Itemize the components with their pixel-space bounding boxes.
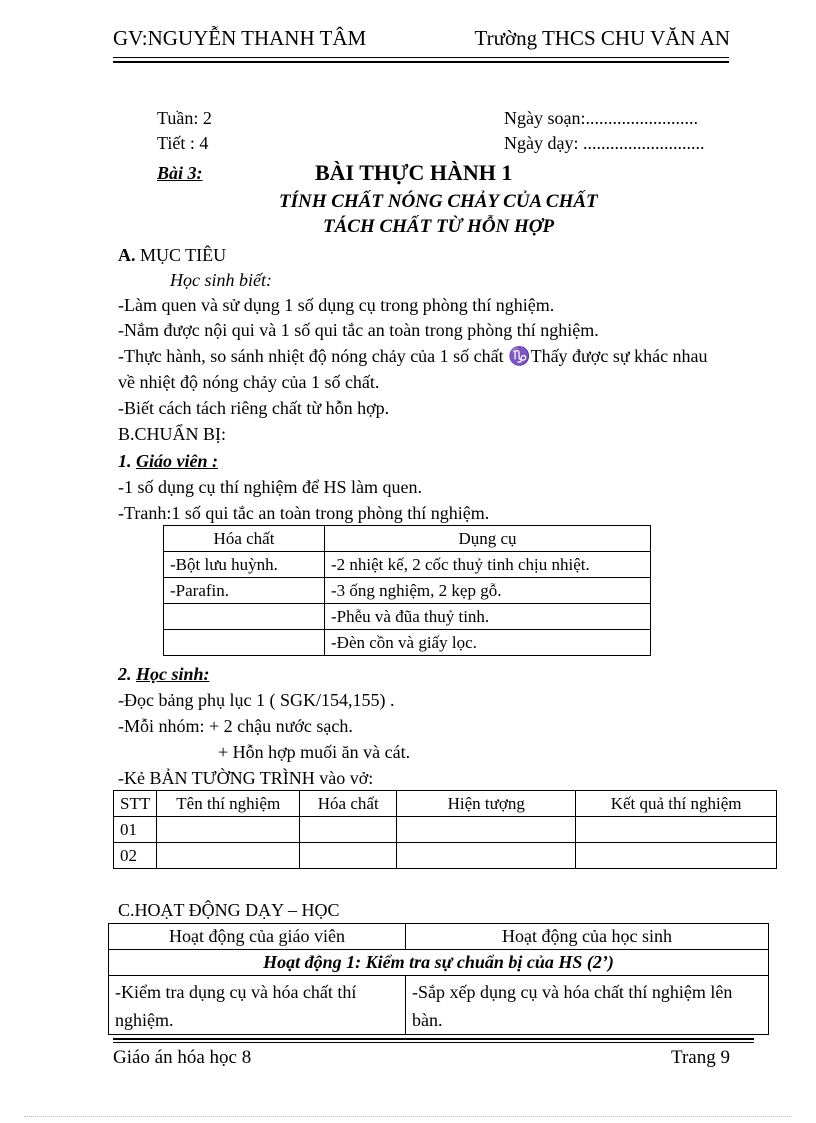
teacher-activity-line-1: -Kiểm tra dụng cụ và hóa chất thí [115, 982, 357, 1002]
footer-divider-thick [113, 1038, 754, 1040]
header-divider-thick [113, 61, 729, 63]
teacher-num: 1. [118, 451, 132, 471]
table-cell: 02 [114, 843, 157, 869]
student-item-4: -Kẻ BẢN TƯỜNG TRÌNH vào vở: [118, 768, 374, 788]
page-number: Trang 9 [671, 1047, 730, 1068]
report-header-stt: STT [114, 791, 157, 817]
table-cell [576, 817, 777, 843]
teacher-subheading [118, 451, 218, 472]
table-row [164, 578, 651, 604]
lesson-title: BÀI THỰC HÀNH 1 [315, 160, 513, 185]
table-header-row [164, 526, 651, 552]
activity-header-row [109, 924, 769, 950]
lesson-label: Bài 3: [157, 163, 203, 183]
header-teacher: GV:NGUYỄN THANH TÂM [113, 26, 367, 50]
report-header-row [114, 791, 777, 817]
date-taught: Ngày dạy: ........................... [504, 133, 705, 153]
date-prepared: Ngày soạn:......................... [504, 108, 698, 128]
table-row [114, 817, 777, 843]
section-a-intro: Học sinh biết: [170, 270, 272, 290]
equipment-table [163, 525, 651, 656]
report-header-name: Tên thí nghiệm [157, 791, 300, 817]
student-item-2: -Mỗi nhóm: + 2 chậu nước sạch. [118, 716, 353, 736]
table-row [109, 976, 769, 1035]
section-a-heading: A. MỤC TIÊU [118, 245, 227, 265]
header-school: Trường THCS CHU VĂN AN [474, 26, 730, 50]
table-cell: -2 nhiệt kế, 2 cốc thuỷ tinh chịu nhiệt. [325, 552, 651, 578]
student-activity [406, 976, 769, 1035]
table-cell [164, 604, 325, 630]
student-activity-line-1: -Sắp xếp dụng cụ và hóa chất thí nghiệm lên [412, 982, 733, 1002]
col-teacher: Hoạt động của giáo viên [109, 924, 406, 950]
table-cell [157, 817, 300, 843]
table-cell: -Đèn cồn và giấy lọc. [325, 630, 651, 656]
table-cell [300, 817, 397, 843]
report-header-phenomenon: Hiện tượng [397, 791, 576, 817]
table-cell: -Phễu và đũa thuỷ tinh. [325, 604, 651, 630]
objective-4: -Biết cách tách riêng chất từ hỗn hợp. [118, 398, 390, 418]
student-activity-line-2: bàn. [412, 1010, 443, 1030]
table-cell [300, 843, 397, 869]
table-cell: 01 [114, 817, 157, 843]
section-b-heading: B.CHUẨN BỊ: [118, 424, 227, 444]
objective-1: -Làm quen và sử dụng 1 số dụng cụ trong phòng thí nghiệm. [118, 295, 555, 315]
teacher-item-2: -Tranh:1 số qui tắc an toàn trong phòng thí nghiệm. [118, 503, 490, 523]
table-row [164, 630, 651, 656]
footer-title: Giáo án hóa học 8 [113, 1047, 252, 1068]
report-table [113, 790, 777, 869]
header-tools: Dụng cụ [325, 526, 651, 552]
header-divider [113, 57, 729, 58]
student-subheading [118, 664, 210, 685]
table-row [164, 552, 651, 578]
table-cell [397, 817, 576, 843]
table-row [164, 604, 651, 630]
student-item-1: -Đọc bảng phụ lục 1 ( SGK/154,155) . [118, 690, 395, 710]
section-c-heading: C.HOẠT ĐỘNG DẠY – HỌC [118, 900, 340, 920]
table-cell [576, 843, 777, 869]
table-cell: -3 ống nghiệm, 2 kẹp gỗ. [325, 578, 651, 604]
table-cell [397, 843, 576, 869]
student-item-3: + Hỗn hợp muối ăn và cát. [218, 742, 411, 762]
lesson-subtitle-2: TÁCH CHẤT TỪ HỖN HỢP [323, 216, 555, 237]
student-num: 2. [118, 664, 132, 684]
table-cell [164, 630, 325, 656]
week-label: Tuần: 2 [157, 108, 212, 128]
period-label: Tiết : 4 [157, 133, 209, 153]
lesson-subtitle-1: TÍNH CHẤT NÓNG CHẢY CỦA CHẤT [279, 191, 598, 212]
table-cell: -Bột lưu huỳnh. [164, 552, 325, 578]
objective-2: -Nắm được nội qui và 1 số qui tắc an toàn trong phòng thí nghiệm. [118, 320, 599, 340]
footer-divider [113, 1042, 754, 1043]
teacher-item-1: -1 số dụng cụ thí nghiệm để HS làm quen. [118, 477, 422, 497]
student-heading: Học sinh: [136, 664, 210, 684]
table-cell: -Parafin. [164, 578, 325, 604]
teacher-activity-line-2: nghiệm. [115, 1010, 174, 1030]
report-header-result: Kết quả thí nghiệm [576, 791, 777, 817]
teacher-activity [109, 976, 406, 1035]
col-student: Hoạt động của học sinh [406, 924, 769, 950]
table-cell [157, 843, 300, 869]
report-header-chem: Hóa chất [300, 791, 397, 817]
header-chemicals: Hóa chất [164, 526, 325, 552]
activity-title-row [109, 950, 769, 976]
activity-1-title: Hoạt động 1: Kiểm tra sự chuẩn bị của HS (2’) [109, 950, 769, 976]
objective-3: -Thực hành, so sánh nhiệt độ nóng chảy của 1 số chất ♑Thấy được sự khác nhau [118, 346, 708, 366]
activity-table [108, 923, 769, 1035]
teacher-heading: Giáo viên : [136, 451, 218, 471]
page-edge [24, 1116, 792, 1117]
table-row [114, 843, 777, 869]
objective-3-cont: về nhiệt độ nóng chảy của 1 số chất. [118, 372, 380, 392]
